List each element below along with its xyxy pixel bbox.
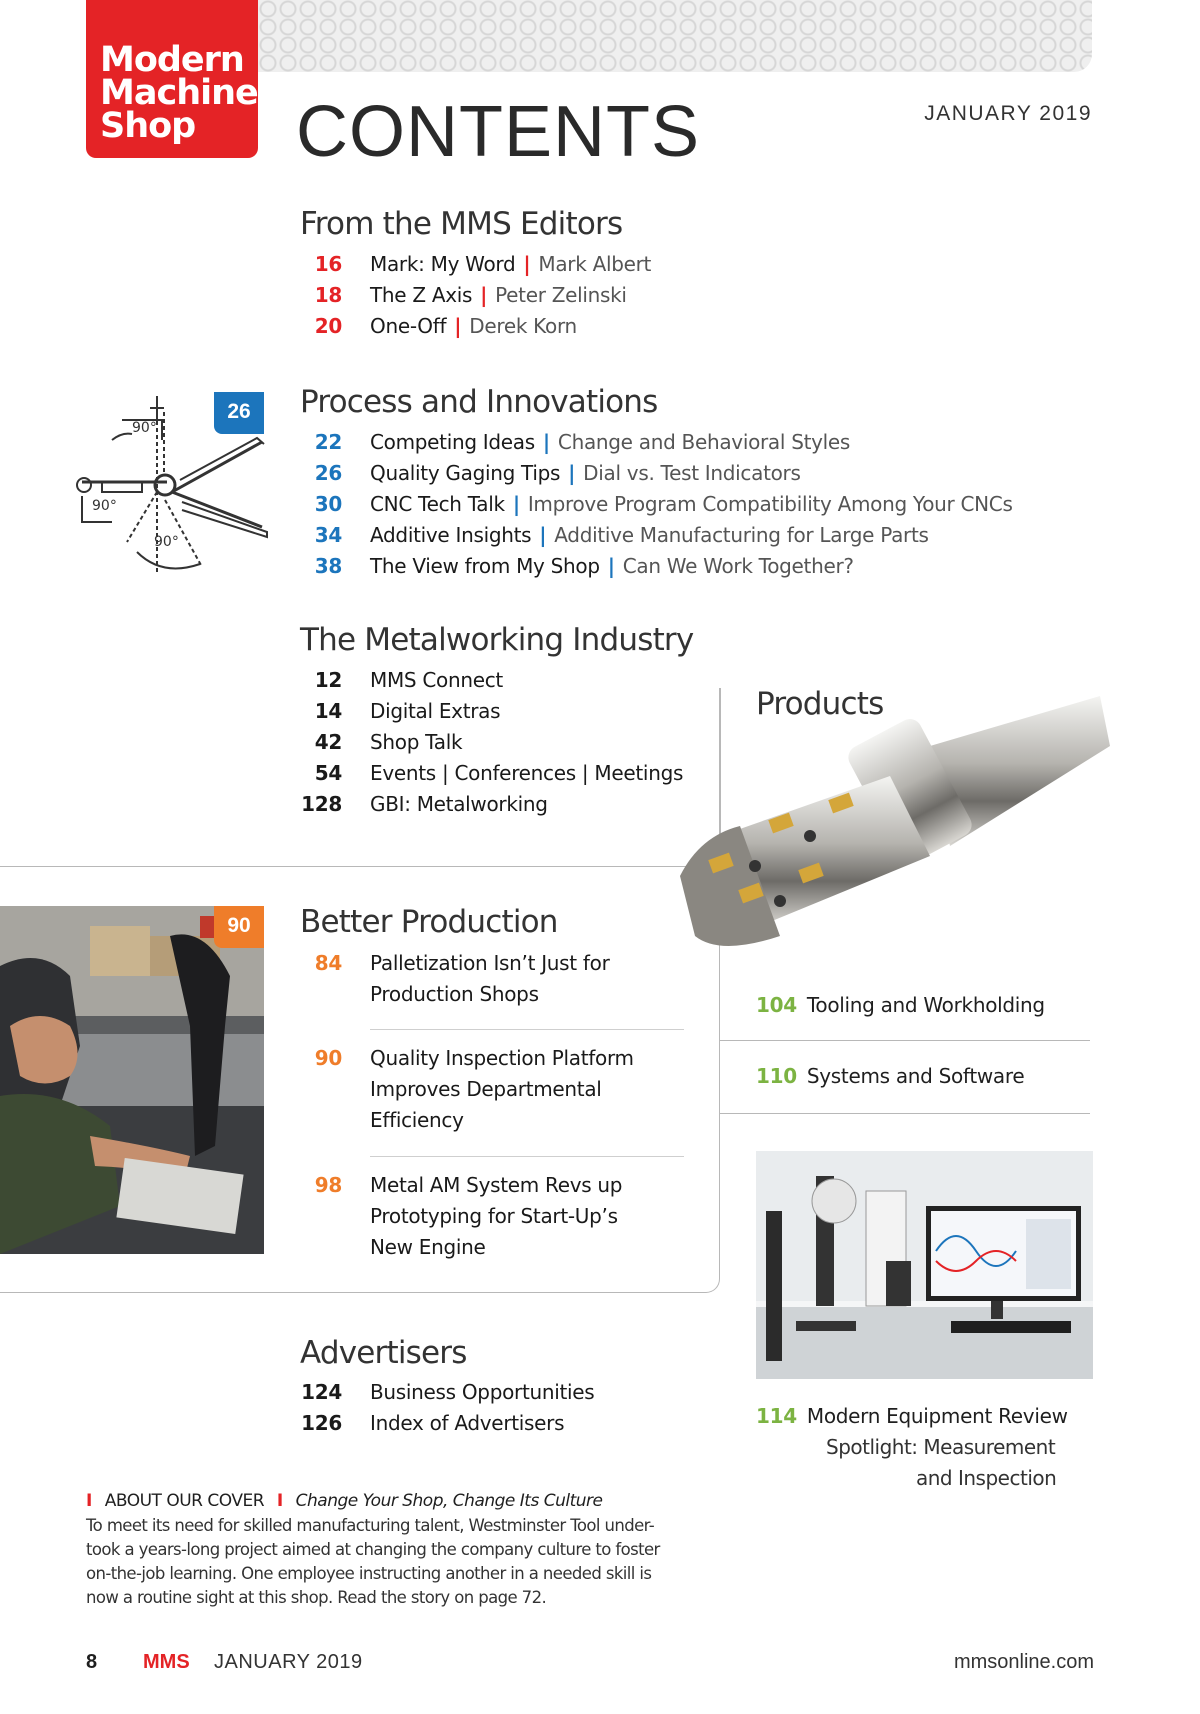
divider xyxy=(370,1156,684,1157)
page-number: 18 xyxy=(314,283,342,307)
cover-photo-employee xyxy=(0,906,264,1254)
separator-bar: | xyxy=(539,523,547,547)
page-number: 128 xyxy=(301,792,342,816)
cover-text-line: took a years-long project aimed at changing the company culture to foster xyxy=(86,1540,660,1559)
section-title-process: Process and Innovations xyxy=(300,384,658,420)
page-number: 34 xyxy=(314,523,342,547)
article-title: One-Off xyxy=(370,314,447,338)
accent-bar: I xyxy=(276,1491,283,1511)
page-number: 104 xyxy=(756,993,797,1017)
toc-row[interactable] xyxy=(756,993,1045,1017)
page-number: 26 xyxy=(314,461,342,485)
article-title-line: Production Shops xyxy=(370,982,539,1006)
article-title: Additive Insights xyxy=(370,523,532,547)
logo-line: Modern xyxy=(100,40,244,80)
footer-date: JANUARY 2019 xyxy=(214,1651,363,1673)
page-number: 54 xyxy=(314,761,342,785)
separator-bar: | xyxy=(480,283,488,307)
toc-row[interactable] xyxy=(756,1064,1024,1088)
article-title: Tooling and Workholding xyxy=(806,993,1045,1017)
page-number: 14 xyxy=(314,699,342,723)
toc-row[interactable] xyxy=(756,1404,1068,1428)
article-subtitle: and Inspection xyxy=(916,1466,1057,1490)
article-title: CNC Tech Talk xyxy=(370,492,505,516)
article-title: Events | Conferences | Meetings xyxy=(370,761,684,785)
author-name: Mark Albert xyxy=(538,252,652,276)
logo-line: Shop xyxy=(100,106,196,146)
section-title-metalworking: The Metalworking Industry xyxy=(300,622,694,658)
article-title: Shop Talk xyxy=(370,730,463,754)
cover-text-line: To meet its need for skilled manufacturing talent, Westminster Tool under- xyxy=(86,1516,655,1535)
article-title: Competing Ideas xyxy=(370,430,535,454)
page-number: 30 xyxy=(314,492,342,516)
page-number: 126 xyxy=(301,1411,342,1435)
page-badge[interactable]: 26 xyxy=(214,392,264,434)
separator-bar: | xyxy=(542,430,550,454)
divider xyxy=(720,1113,1090,1114)
article-title: MMS Connect xyxy=(370,668,503,692)
page-badge[interactable]: 90 xyxy=(214,906,264,948)
article-subtitle: Change and Behavioral Styles xyxy=(557,430,851,454)
angle-label: 90° xyxy=(132,420,157,436)
page-number: 84 xyxy=(314,951,342,975)
page-number: 110 xyxy=(756,1064,797,1088)
article-title-line: Prototyping for Start-Up’s xyxy=(370,1204,618,1228)
article-title: The View from My Shop xyxy=(370,554,600,578)
page-number: 16 xyxy=(314,252,342,276)
issue-date: JANUARY 2019 xyxy=(924,102,1092,125)
footer-page-number: 8 xyxy=(86,1651,98,1673)
article-title-line: Palletization Isn’t Just for xyxy=(370,951,610,975)
logo-line: Machine xyxy=(100,73,258,113)
article-title: Modern Equipment Review xyxy=(806,1404,1068,1428)
article-title: Digital Extras xyxy=(370,699,501,723)
author-name: Derek Korn xyxy=(469,314,577,338)
section-title-better-production: Better Production xyxy=(300,904,558,940)
separator-bar: | xyxy=(454,314,462,338)
article-title-line: Improves Departmental xyxy=(370,1077,602,1101)
cover-description xyxy=(86,1514,660,1610)
article-title-line: Efficiency xyxy=(370,1108,464,1132)
article-title: Quality Gaging Tips xyxy=(370,461,561,485)
article-title: GBI: Metalworking xyxy=(370,792,548,816)
page-number: 42 xyxy=(314,730,342,754)
article-title-line: Metal AM System Revs up xyxy=(370,1173,623,1197)
page-number: 22 xyxy=(314,430,342,454)
page-number: 114 xyxy=(756,1404,797,1428)
section-title-editors: From the MMS Editors xyxy=(300,206,623,242)
article-title: The Z Axis xyxy=(370,283,473,307)
article-title: Systems and Software xyxy=(806,1064,1025,1088)
cover-label: ABOUT OUR COVER xyxy=(104,1491,265,1511)
article-title-line: Quality Inspection Platform xyxy=(370,1046,634,1070)
cover-heading xyxy=(86,1491,602,1511)
page-title: CONTENTS xyxy=(296,92,700,172)
divider xyxy=(720,1040,1090,1041)
angle-label: 90° xyxy=(92,498,117,514)
page-number: 98 xyxy=(314,1173,342,1197)
divider xyxy=(370,1029,684,1030)
accent-bar: I xyxy=(86,1491,92,1511)
cover-text-line: now a routine sight at this shop. Read the story on page 72. xyxy=(86,1588,547,1607)
article-title-line: New Engine xyxy=(370,1235,486,1259)
footer-brand: MMS xyxy=(143,1651,190,1673)
header-pattern-band xyxy=(258,0,1092,72)
cover-text-line: on-the-job learning. One employee instructing another in a needed skill is xyxy=(86,1564,652,1583)
separator-bar: | xyxy=(568,461,576,485)
article-title: Index of Advertisers xyxy=(370,1411,565,1435)
author-name: Peter Zelinski xyxy=(495,283,627,307)
page-number: 90 xyxy=(314,1046,342,1070)
page-number: 20 xyxy=(314,314,342,338)
article-subtitle: Additive Manufacturing for Large Parts xyxy=(554,523,929,547)
cover-headline: Change Your Shop, Change Its Culture xyxy=(295,1491,603,1511)
toolholder-photo xyxy=(680,686,1110,976)
article-title: Business Opportunities xyxy=(370,1380,595,1404)
section-title-advertisers: Advertisers xyxy=(300,1335,467,1371)
brand-logo[interactable] xyxy=(86,0,258,158)
separator-bar: | xyxy=(607,554,615,578)
article-subtitle: Dial vs. Test Indicators xyxy=(583,461,801,485)
page-number: 124 xyxy=(301,1380,342,1404)
separator-bar: | xyxy=(523,252,531,276)
article-subtitle: Improve Program Compatibility Among Your CNCs xyxy=(527,492,1013,516)
measurement-station-photo xyxy=(756,1151,1093,1379)
article-title: Mark: My Word xyxy=(370,252,516,276)
angle-label: 90° xyxy=(154,534,179,550)
section-title-products: Products xyxy=(756,686,884,722)
footer-url[interactable]: mmsonline.com xyxy=(953,1651,1094,1673)
separator-bar: | xyxy=(512,492,520,516)
page-number: 12 xyxy=(314,668,342,692)
article-subtitle: Spotlight: Measurement xyxy=(826,1435,1056,1459)
page-number: 38 xyxy=(314,554,342,578)
article-subtitle: Can We Work Together? xyxy=(622,554,854,578)
